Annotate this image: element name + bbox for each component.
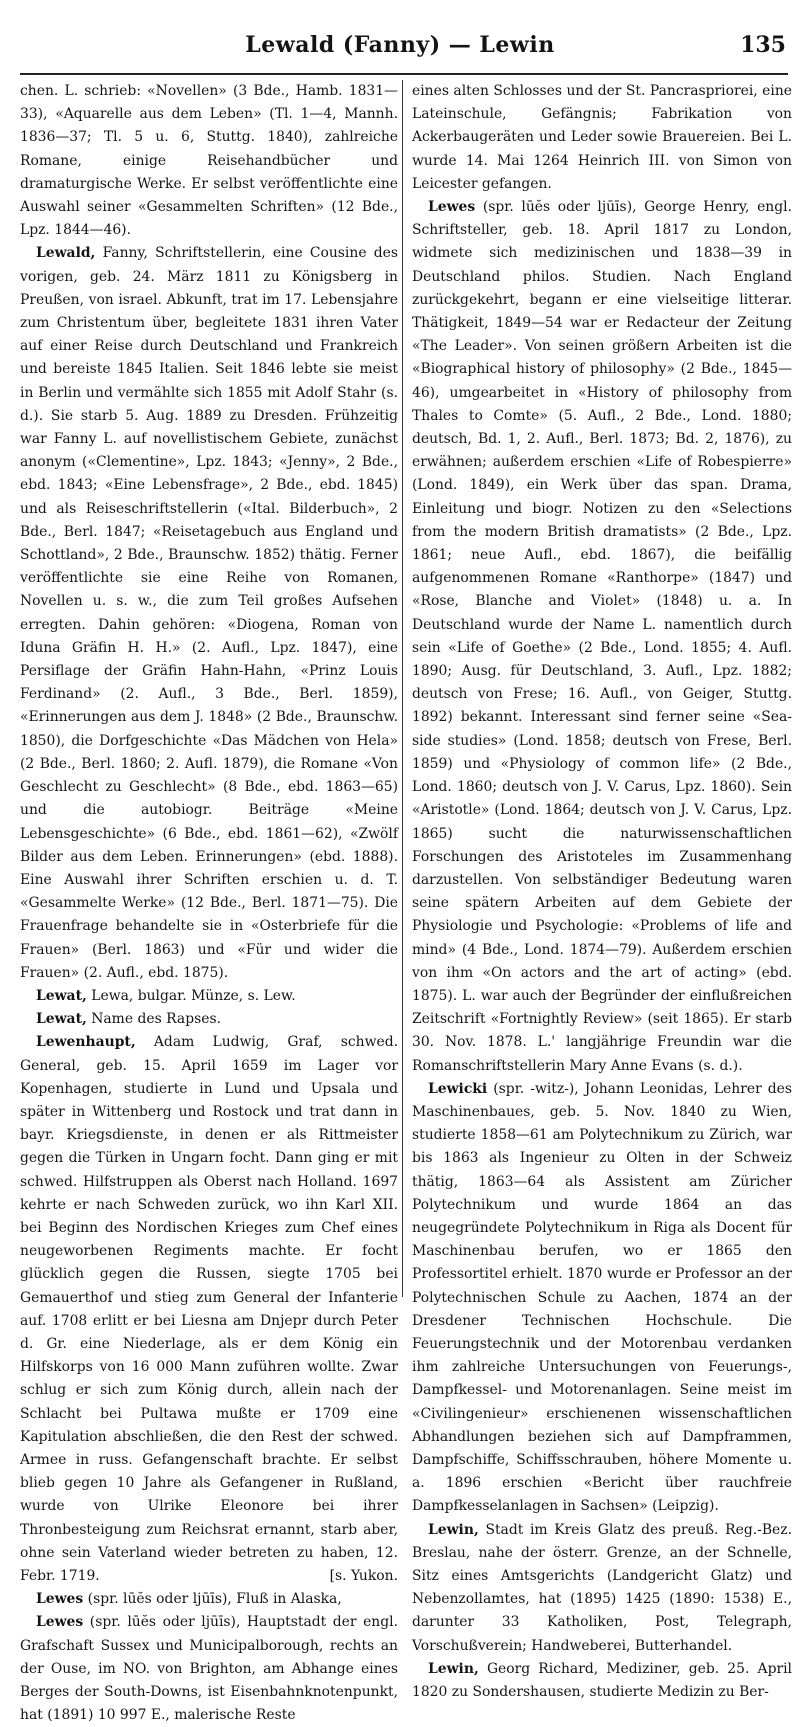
entry-continuation bbox=[412, 80, 792, 196]
entry-headword: Lewin, bbox=[428, 1660, 479, 1677]
entry-text: Adam Ludwig, Graf, schwed. General, geb. 15. April 1659 im Lager vor Kopenhagen, studierte in Lund und Upsala und später in Wittenberg und Rostock und trat dann in bayr. Kriegsdienste, in denen er als Rittmeister gegen die Türken in Ungarn focht. Dann ging er mit schwed. Hilfstruppen als Oberst nach Holland. 1697 kehrte er nach Schweden zurück, wo ihn Karl XII. bei Beginn des Nordischen Krieges zum Chef eines neugeworbenen Regiments machte. Er focht glücklich gegen die Russen, siegte 1705 bei Gemauerthof und stieg zum General der Infanterie auf. 1708 erlitt er bei Liesna am Dnjepr durch Peter d. Gr. eine Niederlage, als er dem König ein Hilfskorps von 16 000 Mann zuführen wollte. Zwar schlug er sich zum König durch, allein nach der Schlacht bei Pultawa mußte er 1709 eine Kapitulation abschließen, die den Rest der schwed. Armee in russ. Gefangenschaft brachte. Er selbst blieb gegen 10 Jahre als Gefangener in Rußland, wurde von Ulrike Eleonore bei ihrer Thronbesteigung zum Reichsrat ernannt, starb aber, ohne sein Vaterland wieder betreten zu haben, 12. Febr. 1719. bbox=[20, 1034, 398, 1584]
entry-text: chen. L. schrieb: «Novellen» (3 Bde., Hamb. 1831—33), «Aquarelle aus dem Leben» (Tl. 1—4, Mannh. 1836—37; Tl. 5 u. 6, Stuttg. 1840), zahlreiche Romane, einige Reisehandbücher und dramaturgische Werke. Er selbst veröffentlichte eine Auswahl seiner «Gesammelten Schriften» (12 Bde., Lpz. 1844—46). bbox=[20, 83, 398, 239]
entry-lewes-river bbox=[20, 1588, 398, 1611]
entry-text: (spr. lūĕs oder ljūīs), George Henry, engl. Schriftsteller, geb. 18. April 1817 zu London, widmete sich medizinischen und 1838—39 in Deutschland philos. Studien. Nach England zurückgekehrt, begann er eine vielseitige litterar. Thätigkeit, 1849—54 war er Redacteur der Zeitung «The Leader». Von seinen größern Arbeiten ist die «Biographical history of philosophy» (2 Bde., 1845—46), umgearbeitet in «History of philosophy from Thales to Comte» (5. Aufl., 2 Bde., Lond. 1880; deutsch, Bd. 1, 2. Aufl., Berl. 1873; Bd. 2, 1876), zu erwähnen; außerdem erschien «Life of Robespierre» (Lond. 1849), ein Werk über das span. Drama, Einleitung und biogr. Notizen zu den «Selections from the modern British dramatists» (2 Bde., Lpz. 1861; neue Aufl., ebd. 1867), die beifällig aufgenommenen Romane «Ranthorpe» (1847) und «Rose, Blanche and Violet» (1848) u. a. In Deutschland wurde der Name L. namentlich durch sein «Life of Goethe» (2 Bde., Lond. 1855; 4. Aufl. 1890; Ausg. für Deutschland, 3. Aufl., Lpz. 1882; deutsch von Frese; 16. Aufl., von Geiger, Stuttg. 1892) bekannt. Interessant sind ferner seine «Sea-side studies» (Lond. 1858; deutsch von Frese, Berl. 1859) und «Physiology of common life» (2 Bde., Lond. 1860; deutsch von J. V. Carus, Lpz. 1860). Sein «Aristotle» (Lond. 1864; deutsch von J. V. Carus, Lpz. 1865) sucht die naturwissenschaftlichen Forschungen des Aristoteles im Zusammenhang darzustellen. Von selbständiger Bedeutung waren seine spätern Arbeiten auf dem Gebiete der Physiologie und Psychologie: «Problems of life and mind» (4 Bde., Lond. 1874—79). Außerdem erschien von ihm «On actors and the art of acting» (ebd. 1875). L. war auch der Begründer der einflußreichen Zeitschrift «Fortnightly Review» (seit 1865). Er starb 30. Nov. 1878. L.' langjährige Freundin war die Romanschriftstellerin Mary Anne Evans (s. d.). bbox=[412, 199, 792, 1074]
entry-text: Lewa, bulgar. Münze, s. Lew. bbox=[86, 987, 296, 1004]
entry-headword: Lewes bbox=[36, 1591, 84, 1608]
entry-lewat-coin bbox=[20, 985, 398, 1008]
running-title: Lewald (Fanny) — Lewin bbox=[245, 32, 555, 58]
page-header bbox=[0, 30, 800, 70]
entry-lewenhaupt bbox=[20, 1031, 398, 1588]
entry-lewes-george-henry bbox=[412, 196, 792, 1078]
entry-headword: Lewes bbox=[36, 1614, 84, 1631]
page-number: 135 bbox=[740, 32, 786, 58]
entry-text: (spr. lūĕs oder ljūīs), Fluß in Alaska, bbox=[83, 1591, 342, 1608]
entry-headword: Lewald, bbox=[36, 245, 96, 262]
right-column bbox=[412, 80, 792, 1701]
header-rule bbox=[20, 73, 788, 75]
entry-continuation bbox=[20, 80, 398, 242]
entry-lewat-rape bbox=[20, 1008, 398, 1031]
entry-lewicki bbox=[412, 1078, 792, 1519]
entry-text: (spr. -witz-), Johann Leonidas, Lehrer des Maschinenbaues, geb. 5. Nov. 1840 zu Wien, studierte 1858—61 am Polytechnikum zu Zürich, war bis 1863 als Ingenieur zu Olten in der Schweiz thätig, 1863—64 als Assistent am Züricher Polytechnikum und wurde 1864 an das neugegründete Polytechnikum in Riga als Docent für Maschinenbau berufen, wo er 1865 den Professortitel erhielt. 1870 wurde er Professor an der Polytechnischen Schule zu Aachen, 1874 an der Dresdener Technischen Hochschule. Die Feuerungstechnik und der Motorenbau verdanken ihm zahlreiche Untersuchungen von Feuerungs-, Dampfkessel- und Motorenanlagen. Seine meist im «Civilingenieur» erschienenen wissenschaftlichen Abhandlungen beziehen sich auf Dampframmen, Dampfschiffe, Schiffsschrauben, höhere Momente u. a. 1896 erschien «Bericht über rauchfreie Dampfkesselanlagen in Sachsen» (Leipzig). bbox=[412, 1080, 792, 1515]
entry-headword: Lewicki bbox=[428, 1080, 488, 1097]
entry-text: Fanny, Schriftstellerin, eine Cousine des vorigen, geb. 24. März 1811 zu Königsberg in Preußen, von israel. Abkunft, trat im 17. Lebensjahre zum Christentum über, begleitete 1831 ihren Vater auf einer Reise durch Deutschland und Frankreich und bereiste 1845 Italien. Seit 1846 lebte sie meist in Berlin und vermählte sich 1855 mit Adolf Stahr (s. d.). Sie starb 5. Aug. 1889 zu Dresden. Frühzeitig war Fanny L. auf novellistischem Gebiete, zunächst anonym («Clementine», Lpz. 1843; «Jenny», 2 Bde., ebd. 1843; «Eine Lebensfrage», 2 Bde., ebd. 1845) und als Reiseschriftstellerin («Ital. Bilderbuch», 2 Bde., Berl. 1847; «Reisetagebuch aus England und Schottland», 2 Bde., Braunschw. 1852) thätig. Ferner veröffentlichte sie eine Reihe von Romanen, Novellen u. s. w., die zum Teil großes Aufsehen erregten. Dahin gehören: «Diogena, Roman von Iduna Gräfin H. H.» (2. Aufl., Lpz. 1847), eine Persiflage der Gräfin Hahn-Hahn, «Prinz Louis Ferdinand» (2. Aufl., 3 Bde., Berl. 1859), «Erinnerungen aus dem J. 1848» (2 Bde., Braunschw. 1850), die Dorfgeschichte «Das Mädchen von Hela» (2 Bde., Berl. 1860; 2. Aufl. 1879), die Romane «Von Geschlecht zu Geschlecht» (8 Bde., ebd. 1863—65) und die autobiogr. Beiträge «Meine Lebensgeschichte» (6 Bde., ebd. 1861—62), «Zwölf Bilder aus dem Leben. Erinnerungen» (ebd. 1888). Eine Auswahl ihrer Schriften erschien u. d. T. «Gesammelte Werke» (12 Bde., Berl. 1871—75). Die Frauenfrage behandelte sie in «Osterbriefe für die Frauen» (Berl. 1863) und «Für und wider die Frauen» (2. Aufl., ebd. 1875). bbox=[20, 245, 398, 981]
entry-lewin-town bbox=[412, 1519, 792, 1658]
entry-signature: [s. Yukon. bbox=[329, 1568, 398, 1584]
entry-lewes-town bbox=[20, 1611, 398, 1727]
entry-text: Georg Richard, Mediziner, geb. 25. April 1820 zu Sondershausen, studierte Medizin zu Ber- bbox=[412, 1660, 792, 1701]
entry-headword: Lewin, bbox=[428, 1521, 479, 1538]
entry-lewald-fanny bbox=[20, 242, 398, 985]
entry-text: (spr. lūĕs oder ljūīs), Hauptstadt der engl. Grafschaft Sussex und Municipalborough, rechts an der Ouse, im NO. von Brighton, am Abhange eines Berges der South-Downs, ist Eisenbahnknotenpunkt, hat (1891) 10 997 E., malerische Reste bbox=[20, 1614, 398, 1724]
entry-headword: Lewat, bbox=[36, 987, 87, 1004]
entry-headword: Lewat, bbox=[36, 1011, 87, 1028]
entry-text: Stadt im Kreis Glatz des preuß. Reg.-Bez. Breslau, nahe der österr. Grenze, an der Schnelle, Sitz eines Amtsgerichts (Landgericht Glatz) und Nebenzollamtes, hat (1895) 1425 (1890: 1538) E., darunter 33 Katholiken, Post, Telegraph, Vorschußverein; Handweberei, Butterhandel. bbox=[412, 1521, 792, 1654]
entry-headword: Lewes bbox=[428, 199, 476, 216]
left-column bbox=[20, 80, 398, 1724]
column-divider bbox=[402, 80, 403, 1297]
entry-text: Name des Rapses. bbox=[86, 1011, 221, 1028]
entry-text: eines alten Schlosses und der St. Pancraspriorei, eine Lateinschule, Gefängnis; Fabrikation von Ackerbaugeräten und Leder sowie Brauereien. Bei L. wurde 14. Mai 1264 Heinrich III. von Simon von Leicester gefangen. bbox=[412, 83, 792, 192]
entry-headword: Lewenhaupt, bbox=[36, 1034, 136, 1051]
entry-lewin-georg bbox=[412, 1658, 792, 1704]
